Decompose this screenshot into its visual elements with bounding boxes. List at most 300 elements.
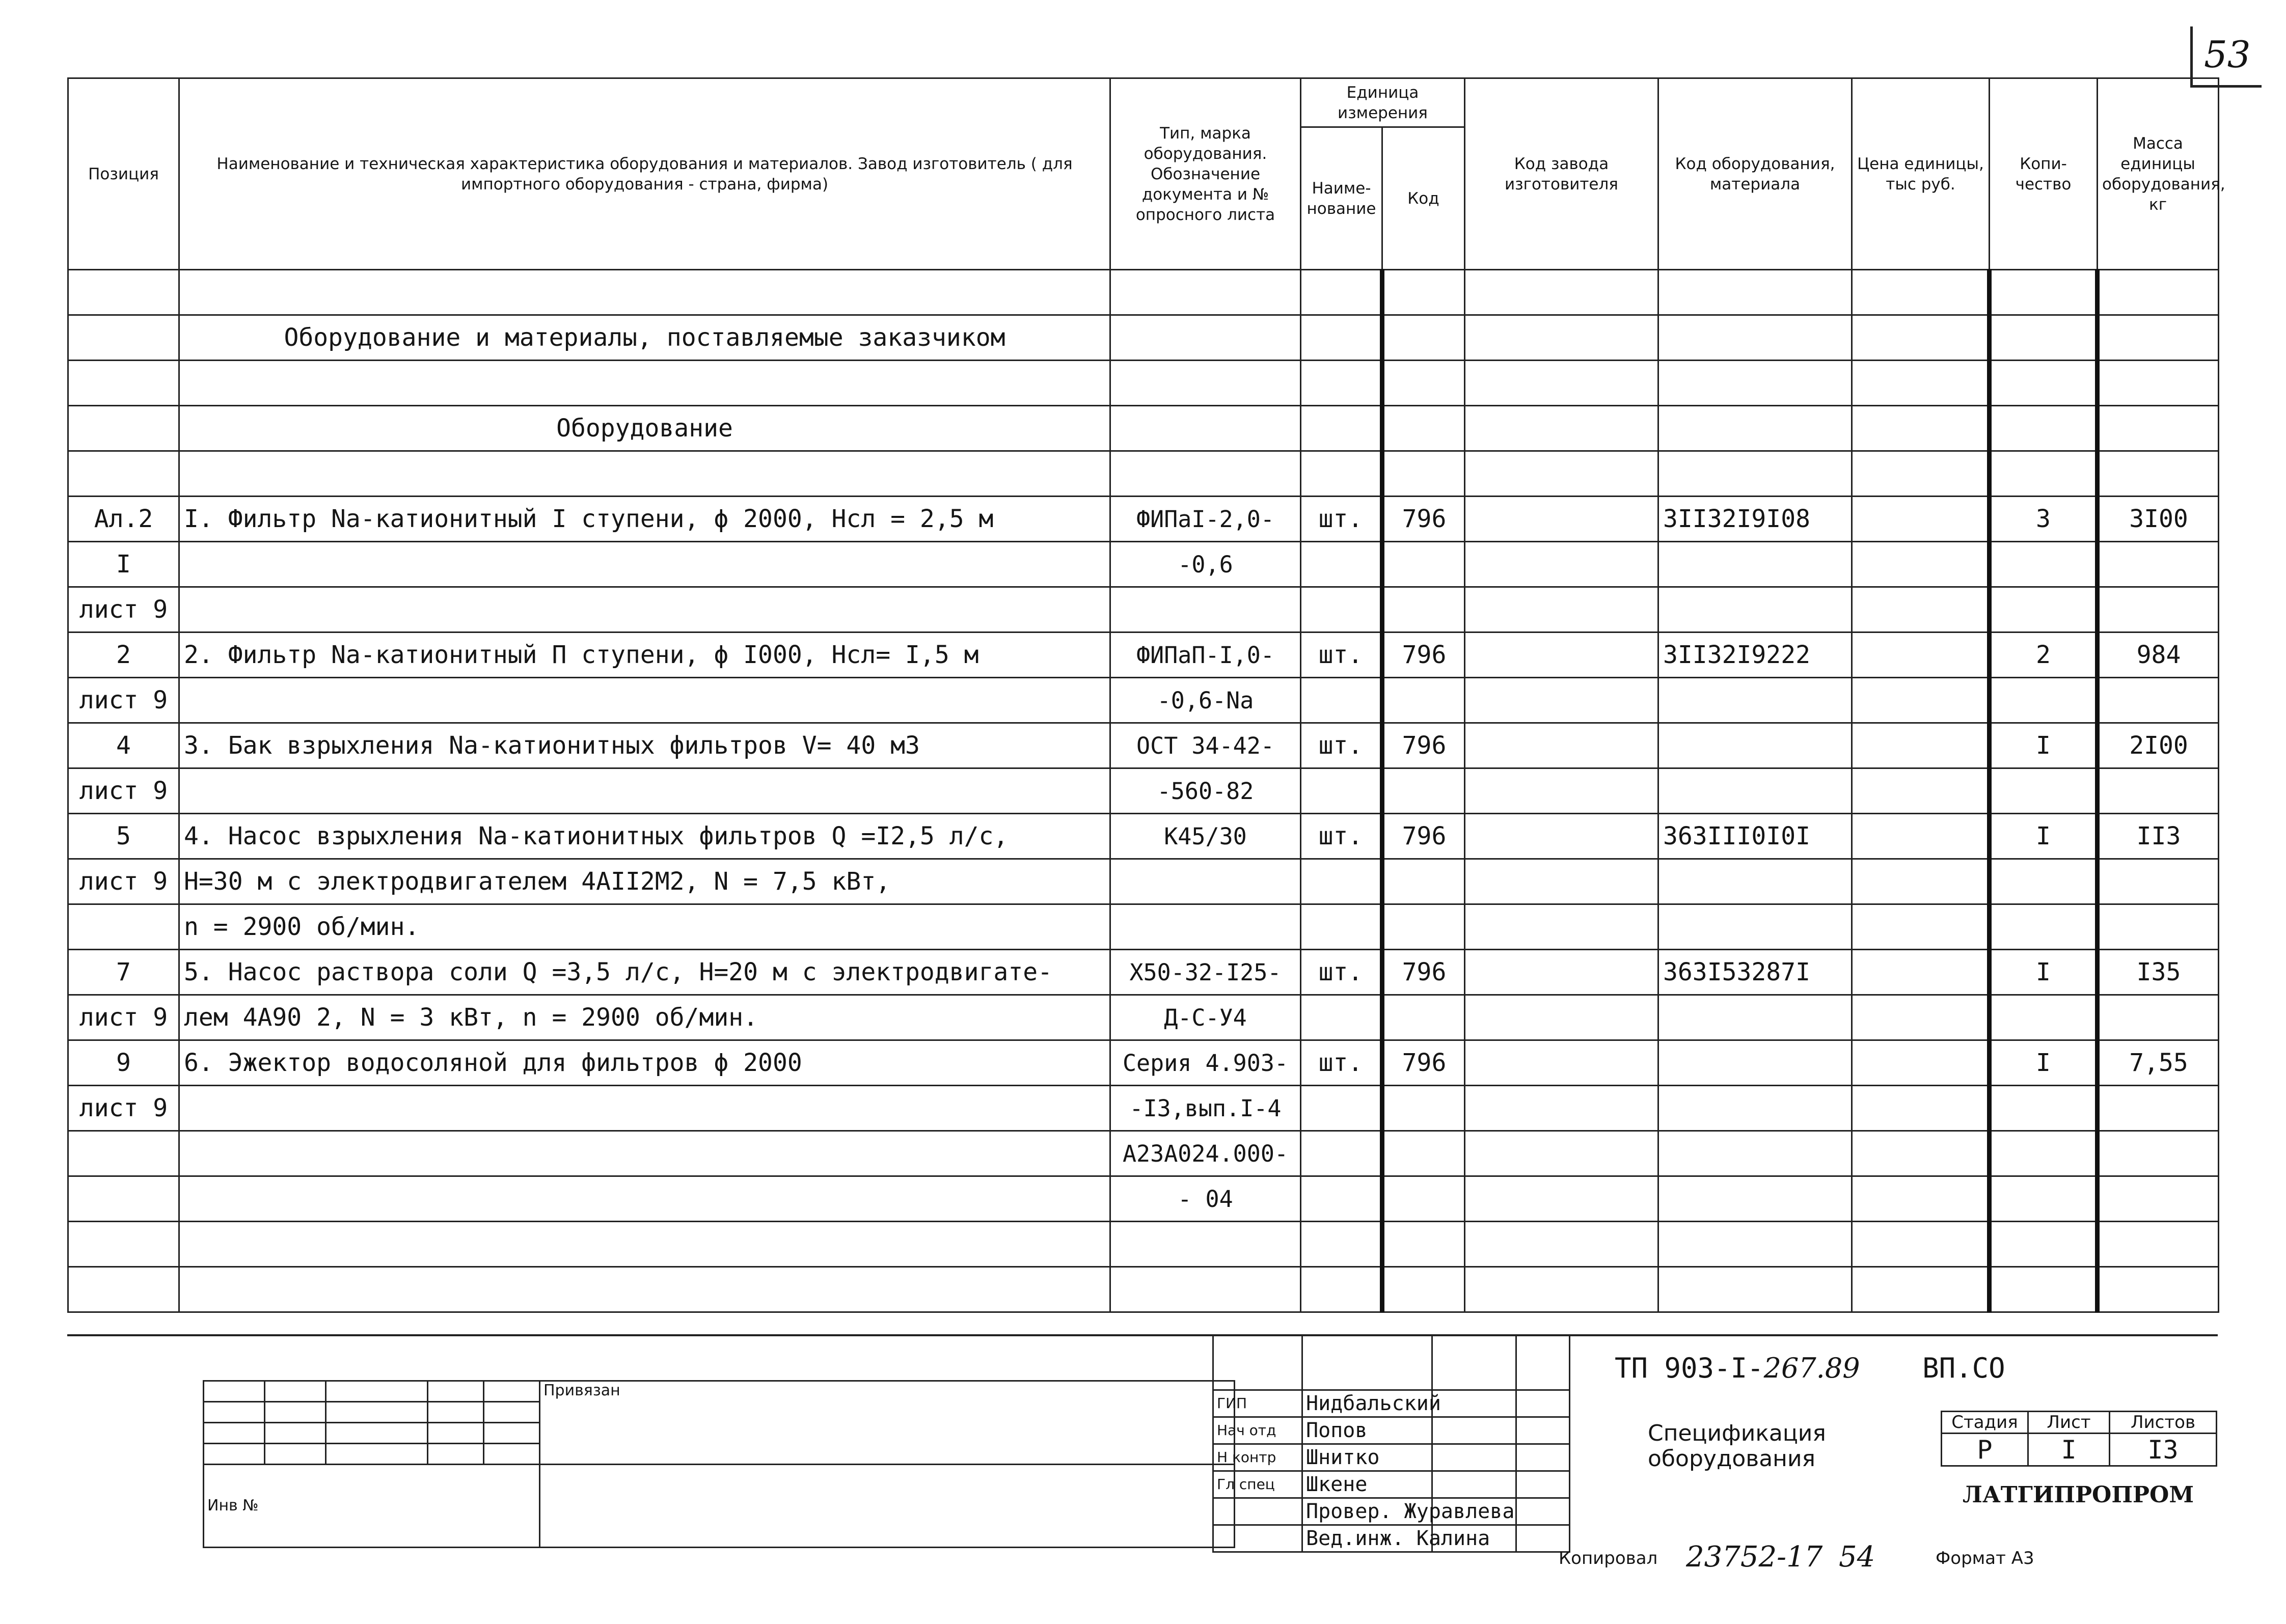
document-code: ТП 903-I-267.89 ВП.СО [1615,1352,2005,1384]
approval-row [1213,1390,1570,1417]
plant-code-cell [1465,859,1658,904]
qty-cell [1990,406,2098,451]
unit-name-cell: шт. [1301,497,1382,542]
name-cell [179,361,1110,406]
sheets-value: I3 [2110,1434,2217,1466]
type-cell: -0,6 [1110,542,1301,587]
qty-cell [1990,270,2098,315]
qty-cell: 2 [1990,632,2098,678]
name-cell: лем 4А90 2, N = 3 кВт, n = 2900 об/мин. [179,995,1110,1040]
header-price: Цена единицы, тыс руб. [1852,78,1990,270]
equipment-code-cell [1658,542,1852,587]
name-cell [179,1176,1110,1222]
type-cell [1110,1267,1301,1312]
plant-code-cell [1465,950,1658,995]
mass-cell [2098,542,2219,587]
qty-cell: I [1990,723,2098,768]
price-cell [1852,497,1990,542]
unit-code-cell [1382,451,1465,497]
mass-cell [2098,361,2219,406]
price-cell [1852,678,1990,723]
table-row [68,1222,2219,1267]
plant-code-cell [1465,1176,1658,1222]
unit-name-cell [1301,361,1382,406]
plant-code-cell [1465,1222,1658,1267]
position-cell [68,1222,179,1267]
mass-cell [2098,587,2219,632]
name-cell [179,1222,1110,1267]
qty-cell [1990,1131,2098,1176]
price-cell [1852,768,1990,814]
table-row [68,315,2219,361]
unit-code-cell: 796 [1382,1040,1465,1086]
mass-cell [2098,406,2219,451]
type-cell [1110,270,1301,315]
plant-code-cell [1465,1086,1658,1131]
plant-code-cell [1465,361,1658,406]
price-cell [1852,315,1990,361]
copied-number: 23752-17 [1686,1540,1823,1574]
type-cell: -I3,вып.I-4 [1110,1086,1301,1131]
privyazan-label: Привязан [540,1381,1235,1465]
mass-cell [2098,1176,2219,1222]
header-equipment-code: Код оборудования, материала [1658,78,1852,270]
unit-name-cell [1301,678,1382,723]
mass-cell [2098,1131,2219,1176]
name-cell [179,768,1110,814]
name-cell [179,1086,1110,1131]
position-cell [68,315,179,361]
position-cell: Ал.2 [68,497,179,542]
qty-cell [1990,995,2098,1040]
mass-cell [2098,904,2219,950]
plant-code-cell [1465,497,1658,542]
equipment-code-cell [1658,1040,1852,1086]
type-cell [1110,451,1301,497]
position-cell [68,406,179,451]
unit-code-cell [1382,315,1465,361]
unit-code-cell: 796 [1382,632,1465,678]
table-row [68,361,2219,406]
unit-code-cell [1382,904,1465,950]
unit-code-cell: 796 [1382,814,1465,859]
unit-name-cell [1301,1176,1382,1222]
unit-code-cell [1382,768,1465,814]
qty-cell [1990,678,2098,723]
equipment-code-cell [1658,1267,1852,1312]
approval-name: Вед.инж. Калина [1302,1525,1432,1552]
table-row [68,406,2219,451]
type-cell [1110,904,1301,950]
unit-code-cell [1382,995,1465,1040]
table-row [68,814,2219,859]
mass-cell [2098,1267,2219,1312]
position-cell: лист 9 [68,995,179,1040]
price-cell [1852,1040,1990,1086]
type-cell: Д-С-У4 [1110,995,1301,1040]
unit-name-cell [1301,542,1382,587]
name-cell: I. Фильтр Nа-катионитный I ступени, ϕ 2000, Hсл = 2,5 м [179,497,1110,542]
format-label: Формат А3 [1936,1548,2034,1568]
position-cell: 2 [68,632,179,678]
name-cell [179,587,1110,632]
unit-name-cell: шт. [1301,723,1382,768]
mass-cell [2098,315,2219,361]
unit-name-cell [1301,904,1382,950]
unit-name-cell [1301,1267,1382,1312]
qty-cell [1990,1086,2098,1131]
stage-label: Стадия [1942,1412,2028,1434]
name-cell [179,451,1110,497]
table-row [68,1086,2219,1131]
approval-role: Нач отд [1213,1417,1302,1444]
name-cell [179,678,1110,723]
mass-cell: II3 [2098,814,2219,859]
equipment-code-cell [1658,995,1852,1040]
unit-name-cell [1301,995,1382,1040]
plant-code-cell [1465,995,1658,1040]
plant-code-cell [1465,587,1658,632]
header-mass: Масса единицы оборудования, кг [2098,78,2219,270]
approval-role: Н контр [1213,1444,1302,1471]
price-cell [1852,587,1990,632]
header-unit: Единица измерения [1301,78,1465,127]
plant-code-cell [1465,814,1658,859]
table-body [68,270,2219,1312]
price-cell [1852,814,1990,859]
table-row [68,1267,2219,1312]
table-row [68,1040,2219,1086]
price-cell [1852,723,1990,768]
position-cell [68,1131,179,1176]
approval-row [1213,1417,1570,1444]
qty-cell: I [1990,814,2098,859]
type-cell: -0,6-Nа [1110,678,1301,723]
date-cell [1516,1498,1570,1525]
equipment-code-cell: 363III0I0I [1658,814,1852,859]
qty-cell [1990,315,2098,361]
revision-grid [203,1380,1235,1548]
approval-name: Шнитко [1302,1444,1432,1471]
unit-name-cell [1301,1222,1382,1267]
position-cell: 4 [68,723,179,768]
table-row [68,904,2219,950]
mass-cell: 984 [2098,632,2219,678]
date-cell [1516,1417,1570,1444]
table-row [68,497,2219,542]
approval-row [1213,1498,1570,1525]
equipment-code-cell: 363I53287I [1658,950,1852,995]
equipment-code-cell: 3II32I9I08 [1658,497,1852,542]
mass-cell: I35 [2098,950,2219,995]
unit-name-cell [1301,768,1382,814]
unit-name-cell [1301,315,1382,361]
unit-name-cell: шт. [1301,814,1382,859]
mass-cell [2098,768,2219,814]
plant-code-cell [1465,723,1658,768]
document-title: Спецификация оборудования [1648,1420,1826,1472]
equipment-code-cell [1658,1086,1852,1131]
header-position: Позиция [68,78,179,270]
name-cell [179,1267,1110,1312]
name-cell: H=30 м с электродвигателем 4АII2М2, N = 7,5 кВт, [179,859,1110,904]
sheets-label: Листов [2110,1412,2217,1434]
unit-name-cell [1301,1086,1382,1131]
table-row [68,723,2219,768]
unit-code-cell: 796 [1382,950,1465,995]
position-cell [68,1176,179,1222]
price-cell [1852,1222,1990,1267]
position-cell: лист 9 [68,1086,179,1131]
position-cell: лист 9 [68,768,179,814]
position-cell [68,904,179,950]
plant-code-cell [1465,768,1658,814]
price-cell [1852,859,1990,904]
qty-cell [1990,1176,2098,1222]
mass-cell [2098,451,2219,497]
price-cell [1852,1086,1990,1131]
equipment-code-cell [1658,451,1852,497]
price-cell [1852,406,1990,451]
qty-cell [1990,859,2098,904]
qty-cell: I [1990,1040,2098,1086]
table-row [68,1176,2219,1222]
copied-page: 54 [1839,1540,1875,1574]
name-cell [179,270,1110,315]
unit-code-cell [1382,1086,1465,1131]
header-unit-name: Наиме- нование [1301,127,1382,270]
table-row [68,995,2219,1040]
approval-name: Шкене [1302,1471,1432,1498]
approval-row [1213,1471,1570,1498]
name-cell: n = 2900 об/мин. [179,904,1110,950]
name-cell: 4. Насос взрыхления Nа-катионитных фильтров Q =I2,5 л/с, [179,814,1110,859]
table-row [68,542,2219,587]
plant-code-cell [1465,678,1658,723]
mass-cell [2098,859,2219,904]
type-cell: ФИПаI-2,0- [1110,497,1301,542]
date-cell [1516,1471,1570,1498]
stage-value: Р [1942,1434,2028,1466]
equipment-code-cell [1658,270,1852,315]
price-cell [1852,950,1990,995]
qty-cell [1990,542,2098,587]
equipment-code-cell [1658,1176,1852,1222]
qty-cell [1990,587,2098,632]
position-cell [68,1267,179,1312]
unit-name-cell: шт. [1301,1040,1382,1086]
qty-cell: I [1990,950,2098,995]
unit-name-cell [1301,451,1382,497]
mass-cell: 3I00 [2098,497,2219,542]
header-qty: Копи- чество [1990,78,2098,270]
name-cell: 2. Фильтр Nа-катионитный П ступени, ϕ I000, Hсл= I,5 м [179,632,1110,678]
mass-cell: 7,55 [2098,1040,2219,1086]
mass-cell [2098,995,2219,1040]
unit-code-cell [1382,542,1465,587]
plant-code-cell [1465,451,1658,497]
position-cell: 7 [68,950,179,995]
unit-name-cell [1301,270,1382,315]
table-row [68,768,2219,814]
inv-no-label: Инв № [204,1464,540,1548]
header-plant-code: Код завода изготовителя [1465,78,1658,270]
equipment-code-cell [1658,904,1852,950]
equipment-code-cell [1658,723,1852,768]
plant-code-cell [1465,1267,1658,1312]
mass-cell [2098,1222,2219,1267]
specification-table [67,77,2225,1313]
approval-name: Нидбальский [1302,1390,1432,1417]
position-cell: 5 [68,814,179,859]
section-title: Оборудование и материалы, поставляемые заказчиком [179,315,1110,361]
table-row [68,1131,2219,1176]
approval-role [1213,1498,1302,1525]
qty-cell [1990,451,2098,497]
unit-name-cell: шт. [1301,950,1382,995]
signature-cell [1432,1390,1516,1417]
qty-cell [1990,361,2098,406]
plant-code-cell [1465,542,1658,587]
equipment-code-cell [1658,315,1852,361]
equipment-code-cell [1658,768,1852,814]
equipment-code-cell [1658,406,1852,451]
plant-code-cell [1465,270,1658,315]
qty-cell [1990,1222,2098,1267]
table-row [68,632,2219,678]
sheet-label: Лист [2028,1412,2110,1434]
plant-code-cell [1465,406,1658,451]
unit-name-cell [1301,587,1382,632]
unit-code-cell [1382,1222,1465,1267]
approval-row [1213,1525,1570,1552]
type-cell: ФИПаП-I,0- [1110,632,1301,678]
organization-name: ЛАТГИПРОПРОМ [1962,1482,2194,1508]
approval-role: Гл спец [1213,1471,1302,1498]
equipment-code-cell [1658,1222,1852,1267]
table-row [68,451,2219,497]
unit-code-cell: 796 [1382,497,1465,542]
signature-cell [1432,1471,1516,1498]
price-cell [1852,270,1990,315]
unit-code-cell [1382,1267,1465,1312]
header-type: Тип, марка оборудования. Обозначение документа и № опросного листа [1110,78,1301,270]
price-cell [1852,1176,1990,1222]
table-row [68,950,2219,995]
price-cell [1852,451,1990,497]
unit-code-cell [1382,406,1465,451]
price-cell [1852,361,1990,406]
name-cell: 5. Насос раствора соли Q =3,5 л/с, H=20 м с электродвигате- [179,950,1110,995]
type-cell: Серия 4.903- [1110,1040,1301,1086]
signature-cell [1432,1444,1516,1471]
position-cell [68,361,179,406]
type-cell: Х50-32-I25- [1110,950,1301,995]
equipment-code-cell [1658,1131,1852,1176]
type-cell: К45/30 [1110,814,1301,859]
price-cell [1852,904,1990,950]
unit-code-cell [1382,361,1465,406]
equipment-code-cell [1658,859,1852,904]
unit-code-cell: 796 [1382,723,1465,768]
type-cell [1110,361,1301,406]
table-row [68,270,2219,315]
sheet-value: I [2028,1434,2110,1466]
position-cell: лист 9 [68,678,179,723]
mass-cell: 2I00 [2098,723,2219,768]
unit-code-cell [1382,859,1465,904]
stage-grid [1941,1411,2217,1467]
copied-label: Копировал [1559,1548,1658,1568]
header-name: Наименование и техническая характеристика оборудования и материалов. Завод изготовитель ( для импортного оборудования - страна, фирма) [179,78,1110,270]
qty-cell [1990,1267,2098,1312]
approval-stamp [1212,1334,1570,1553]
type-cell: -560-82 [1110,768,1301,814]
qty-cell [1990,768,2098,814]
position-cell: 9 [68,1040,179,1086]
equipment-code-cell [1658,361,1852,406]
unit-name-cell: шт. [1301,632,1382,678]
mass-cell [2098,270,2219,315]
unit-code-cell [1382,1176,1465,1222]
type-cell [1110,315,1301,361]
qty-cell: 3 [1990,497,2098,542]
name-cell: 3. Бак взрыхления Nа-катионитных фильтров V= 40 м3 [179,723,1110,768]
mass-cell [2098,678,2219,723]
date-cell [1516,1390,1570,1417]
price-cell [1852,1267,1990,1312]
unit-name-cell [1301,859,1382,904]
unit-name-cell [1301,1131,1382,1176]
equipment-code-cell [1658,587,1852,632]
signature-cell [1432,1417,1516,1444]
plant-code-cell [1465,904,1658,950]
price-cell [1852,632,1990,678]
approval-row [1213,1444,1570,1471]
approval-name: Попов [1302,1417,1432,1444]
plant-code-cell [1465,632,1658,678]
approval-role: ГИП [1213,1390,1302,1417]
type-cell: - 04 [1110,1176,1301,1222]
type-cell: А23А024.000- [1110,1131,1301,1176]
equipment-code-cell: 3II32I9222 [1658,632,1852,678]
table-row [68,678,2219,723]
table-row [68,859,2219,904]
approval-role [1213,1525,1302,1552]
name-cell [179,1131,1110,1176]
position-cell: лист 9 [68,859,179,904]
approval-name: Провер. Журавлева [1302,1498,1432,1525]
plant-code-cell [1465,315,1658,361]
mass-cell [2098,1086,2219,1131]
date-cell [1516,1444,1570,1471]
plant-code-cell [1465,1131,1658,1176]
type-cell [1110,406,1301,451]
position-cell: лист 9 [68,587,179,632]
price-cell [1852,1131,1990,1176]
unit-code-cell [1382,678,1465,723]
unit-code-cell [1382,270,1465,315]
price-cell [1852,542,1990,587]
unit-code-cell [1382,587,1465,632]
type-cell: ОСТ 34-42- [1110,723,1301,768]
unit-code-cell [1382,1131,1465,1176]
header-unit-code: Код [1382,127,1465,270]
position-cell [68,270,179,315]
table-row [68,587,2219,632]
name-cell: 6. Эжектор водосоляной для фильтров ϕ 2000 [179,1040,1110,1086]
type-cell [1110,587,1301,632]
